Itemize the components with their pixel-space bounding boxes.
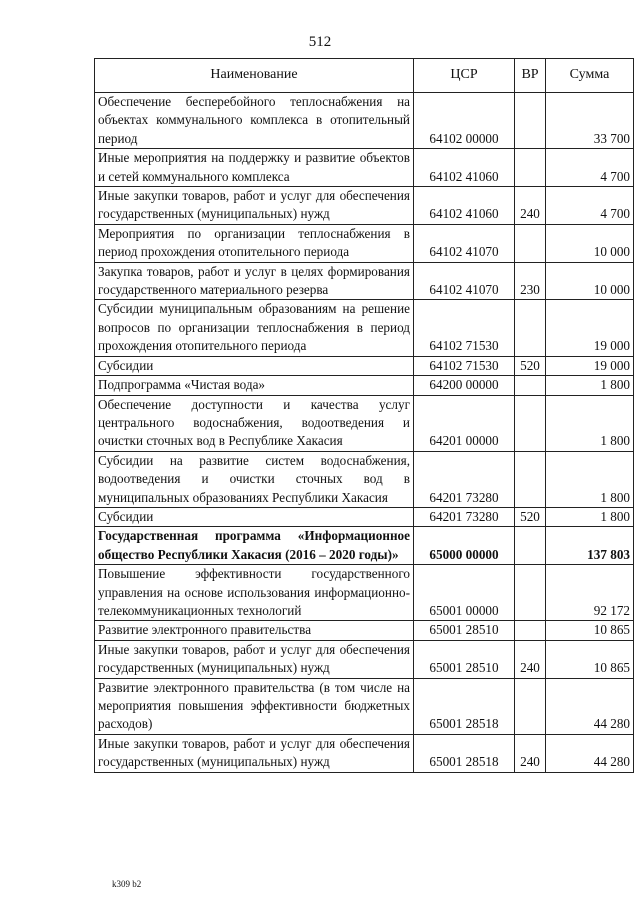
row-csr: 64102 41060 [414, 187, 515, 225]
table-row [95, 149, 634, 187]
table-row [95, 527, 634, 565]
table-row [95, 640, 634, 678]
table-row [95, 565, 634, 621]
row-vr [515, 565, 546, 621]
table-row [95, 300, 634, 356]
header-csr: ЦСР [414, 59, 515, 93]
row-name: Субсидии [95, 356, 414, 375]
header-vr: ВР [515, 59, 546, 93]
row-csr: 64201 73280 [414, 451, 515, 507]
row-sum: 10 000 [546, 224, 634, 262]
row-sum: 19 000 [546, 300, 634, 356]
row-name: Иные мероприятия на поддержку и развитие объектов и сетей коммунального комплекса [95, 149, 414, 187]
row-vr [515, 149, 546, 187]
row-csr: 64201 73280 [414, 507, 515, 526]
row-name: Повышение эффективности государственного управления на основе использования информационно-телекоммуникационных технологий [95, 565, 414, 621]
row-vr [515, 224, 546, 262]
row-csr: 65001 28510 [414, 640, 515, 678]
table-row [95, 356, 634, 375]
row-name: Обеспечение бесперебойного теплоснабжения на объектах коммунального комплекса в отопительный период [95, 93, 414, 149]
row-vr: 230 [515, 262, 546, 300]
row-name: Субсидии [95, 507, 414, 526]
row-sum: 137 803 [546, 527, 634, 565]
page-number: 512 [308, 34, 332, 50]
row-name: Субсидии на развитие систем водоснабжения, водоотведения и очистки сточных вод в муниципальных образованиях Республики Хакасия [95, 451, 414, 507]
table-row [95, 224, 634, 262]
table-row [95, 678, 634, 734]
row-sum: 1 800 [546, 395, 634, 451]
row-name: Развитие электронного правительства (в том числе на мероприятия повышения эффективности бюджетных расходов) [95, 678, 414, 734]
row-vr [515, 527, 546, 565]
table-row [95, 507, 634, 526]
row-sum: 44 280 [546, 678, 634, 734]
table-row [95, 621, 634, 640]
row-name: Государственная программа «Информационное общество Республики Хакасия (2016 – 2020 годы)» [95, 527, 414, 565]
row-sum: 4 700 [546, 187, 634, 225]
row-csr: 64200 00000 [414, 376, 515, 395]
row-vr [515, 451, 546, 507]
row-csr: 65001 28510 [414, 621, 515, 640]
row-sum: 4 700 [546, 149, 634, 187]
table-row [95, 93, 634, 149]
row-name: Закупка товаров, работ и услуг в целях формирования государственного материального резерва [95, 262, 414, 300]
row-csr: 64102 00000 [414, 93, 515, 149]
row-csr: 65001 00000 [414, 565, 515, 621]
header-sum: Сумма [546, 59, 634, 93]
row-vr [515, 376, 546, 395]
table-row [95, 451, 634, 507]
row-vr [515, 678, 546, 734]
row-vr [515, 300, 546, 356]
row-csr: 64102 41060 [414, 149, 515, 187]
row-vr: 520 [515, 507, 546, 526]
row-vr [515, 93, 546, 149]
row-vr: 240 [515, 187, 546, 225]
row-name: Мероприятия по организации теплоснабжения в период прохождения отопительного периода [95, 224, 414, 262]
table-body [95, 93, 634, 773]
row-sum: 10 000 [546, 262, 634, 300]
table-row [95, 376, 634, 395]
row-sum: 44 280 [546, 734, 634, 772]
row-csr: 65001 28518 [414, 678, 515, 734]
row-name: Иные закупки товаров, работ и услуг для обеспечения государственных (муниципальных) нужд [95, 734, 414, 772]
row-sum: 1 800 [546, 376, 634, 395]
header-name: Наименование [95, 59, 414, 93]
row-csr: 64102 71530 [414, 300, 515, 356]
row-sum: 10 865 [546, 640, 634, 678]
table-row [95, 262, 634, 300]
row-csr: 64201 00000 [414, 395, 515, 451]
row-csr: 65001 28518 [414, 734, 515, 772]
row-vr [515, 621, 546, 640]
row-name: Развитие электронного правительства [95, 621, 414, 640]
row-vr [515, 395, 546, 451]
row-sum: 1 800 [546, 507, 634, 526]
footer-code: k309 b2 [112, 879, 142, 889]
row-csr: 64102 41070 [414, 224, 515, 262]
table-row [95, 187, 634, 225]
row-vr: 520 [515, 356, 546, 375]
row-csr: 65000 00000 [414, 527, 515, 565]
row-vr: 240 [515, 734, 546, 772]
row-vr: 240 [515, 640, 546, 678]
table-header-row [95, 59, 634, 93]
row-sum: 33 700 [546, 93, 634, 149]
row-sum: 92 172 [546, 565, 634, 621]
row-sum: 19 000 [546, 356, 634, 375]
row-name: Подпрограмма «Чистая вода» [95, 376, 414, 395]
table-row [95, 734, 634, 772]
row-sum: 10 865 [546, 621, 634, 640]
row-csr: 64102 41070 [414, 262, 515, 300]
row-name: Обеспечение доступности и качества услуг центрального водоснабжения, водоотведения и очистки сточных вод в Республике Хакасия [95, 395, 414, 451]
row-name: Иные закупки товаров, работ и услуг для обеспечения государственных (муниципальных) нужд [95, 187, 414, 225]
row-csr: 64102 71530 [414, 356, 515, 375]
row-name: Иные закупки товаров, работ и услуг для обеспечения государственных (муниципальных) нужд [95, 640, 414, 678]
row-name: Субсидии муниципальным образованиям на решение вопросов по организации теплоснабжения в период прохождения отопительного периода [95, 300, 414, 356]
row-sum: 1 800 [546, 451, 634, 507]
budget-table [94, 58, 634, 773]
table-row [95, 395, 634, 451]
